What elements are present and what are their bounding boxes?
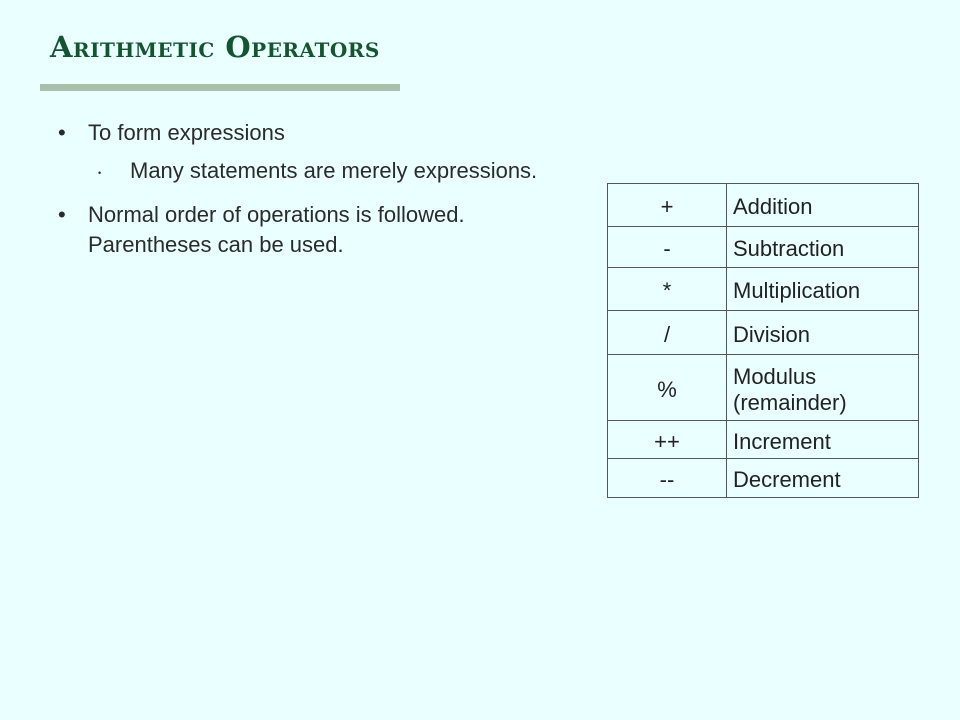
operator-symbol-cell: -- (608, 459, 727, 498)
operator-symbol-cell: + (608, 184, 727, 227)
operator-name-cell: Division (727, 311, 919, 355)
sub-bullet-text: Many statements are merely expressions. (130, 158, 538, 183)
table-row (608, 355, 919, 421)
operator-name-cell: Modulus (remainder) (727, 355, 919, 421)
table-row (608, 459, 919, 498)
operators-table (607, 183, 919, 498)
bullet-list (58, 118, 578, 260)
sub-bullet-marker: • (98, 168, 102, 178)
bullet-marker: • (58, 120, 66, 145)
bullet-item (58, 200, 578, 260)
operator-name-cell: Increment (727, 421, 919, 459)
title-underline (40, 84, 400, 91)
bullet-marker: • (58, 202, 66, 227)
bullet-text: To form expressions (88, 120, 285, 145)
table-row (608, 184, 919, 227)
slide-title: Arithmetic Operators (50, 30, 380, 64)
bullet-item (58, 118, 578, 148)
operator-symbol-cell: - (608, 227, 727, 268)
table-row (608, 227, 919, 268)
operator-name-cell: Subtraction (727, 227, 919, 268)
operator-name-cell: Decrement (727, 459, 919, 498)
operator-symbol-cell: * (608, 268, 727, 311)
table-row (608, 311, 919, 355)
operator-symbol-cell: / (608, 311, 727, 355)
operator-symbol-cell: % (608, 355, 727, 421)
operator-name-cell: Multiplication (727, 268, 919, 311)
table-row (608, 268, 919, 311)
table-row (608, 421, 919, 459)
operator-name-cell: Addition (727, 184, 919, 227)
sub-bullet-item (58, 156, 578, 186)
operator-symbol-cell: ++ (608, 421, 727, 459)
bullet-text: Normal order of operations is followed. Parentheses can be used. (88, 202, 465, 257)
